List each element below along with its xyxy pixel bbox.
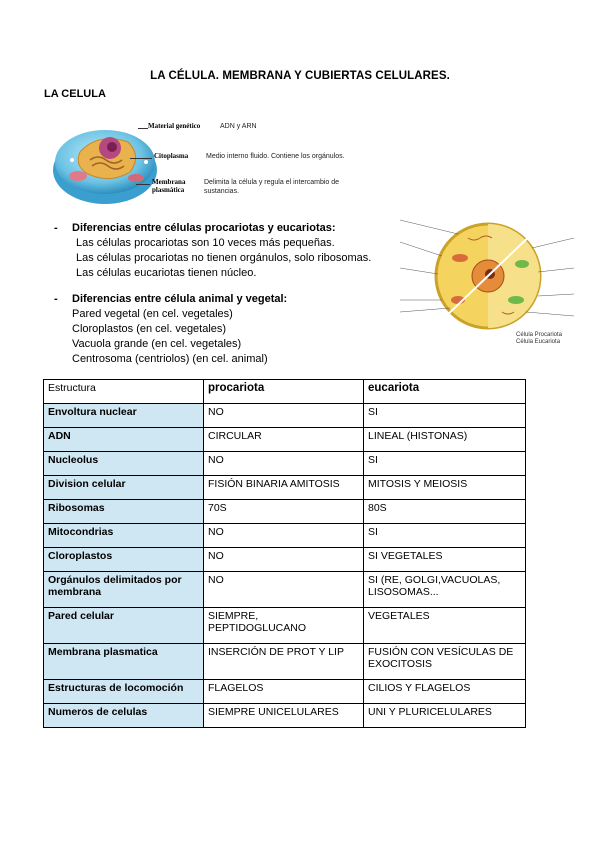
table-cell: 80S xyxy=(364,500,526,524)
section-subtitle: LA CELULA xyxy=(44,88,106,100)
table-cell: MITOSIS Y MEIOSIS xyxy=(364,476,526,500)
legend-term-membrane: Membrana plasmática xyxy=(152,178,186,194)
table-cell: SI xyxy=(364,452,526,476)
table-row xyxy=(44,572,526,608)
cell-comparison-illustration xyxy=(398,208,574,350)
table-row xyxy=(44,680,526,704)
section-heading: Diferencias entre célula animal y vegetal: xyxy=(72,293,288,305)
legend-desc-genetic: ADN y ARN xyxy=(220,123,257,130)
table-cell: NO xyxy=(204,548,364,572)
section-animal-plant xyxy=(54,292,287,367)
table-cell: SI xyxy=(364,524,526,548)
row-header: Division celular xyxy=(44,476,204,500)
column-header: eucariota xyxy=(364,380,526,404)
table-cell: VEGETALES xyxy=(364,608,526,644)
table-cell: SIEMPRE, PEPTIDOGLUCANO xyxy=(204,608,364,644)
figure-caption: Célula Procariota xyxy=(516,332,563,338)
row-header: Nucleolus xyxy=(44,452,204,476)
row-header: Cloroplastos xyxy=(44,548,204,572)
column-header: procariota xyxy=(204,380,364,404)
bullet-dash: - xyxy=(54,222,58,234)
list-item: Centrosoma (centriolos) (en cel. animal) xyxy=(72,353,268,365)
cell-diagram-icon xyxy=(50,112,160,208)
table-cell: NO xyxy=(204,452,364,476)
table-cell: FUSIÓN CON VESÍCULAS DE EXOCITOSIS xyxy=(364,644,526,680)
column-header: Estructura xyxy=(44,380,204,404)
table-cell: 70S xyxy=(204,500,364,524)
row-header: Mitocondrias xyxy=(44,524,204,548)
list-item: Cloroplastos (en cel. vegetales) xyxy=(72,323,227,335)
cell-illustration xyxy=(50,112,360,208)
table-cell: CIRCULAR xyxy=(204,428,364,452)
table-cell: SI VEGETALES xyxy=(364,548,526,572)
table-cell: INSERCIÓN DE PROT Y LIP xyxy=(204,644,364,680)
table-cell: FLAGELOS xyxy=(204,680,364,704)
row-header: Pared celular xyxy=(44,608,204,644)
list-item: Pared vegetal (en cel. vegetales) xyxy=(72,308,233,320)
row-header: Numeros de celulas xyxy=(44,704,204,728)
list-item: Las células procariotas no tienen orgánulos, solo ribosomas. xyxy=(76,252,372,264)
table-cell: SI xyxy=(364,404,526,428)
legend-desc-membrane: Delimita la célula y regula el intercambio de sustancias. xyxy=(204,179,340,195)
animal-plant-cell-icon xyxy=(398,208,574,350)
table-cell: CILIOS Y FLAGELOS xyxy=(364,680,526,704)
legend-desc-cytoplasm: Medio interno fluido. Contiene los orgánulos. xyxy=(206,153,345,160)
table-cell: NO xyxy=(204,572,364,608)
table-cell: NO xyxy=(204,524,364,548)
legend-term-genetic: Material genético xyxy=(148,122,201,130)
table-cell: NO xyxy=(204,404,364,428)
table-row xyxy=(44,704,526,728)
row-header: Orgánulos delimitados por membrana xyxy=(44,572,204,608)
page-title: LA CÉLULA. MEMBRANA Y CUBIERTAS CELULARES. xyxy=(150,70,450,82)
table-row xyxy=(44,500,526,524)
table-cell: FISIÓN BINARIA AMITOSIS xyxy=(204,476,364,500)
table-cell: SI (RE, GOLGI,VACUOLAS, LISOSOMAS... xyxy=(364,572,526,608)
table-row xyxy=(44,608,526,644)
comparison-table xyxy=(43,379,526,728)
legend-term-cytoplasm: Citoplasma xyxy=(154,152,189,160)
row-header: ADN xyxy=(44,428,204,452)
bullet-dash: - xyxy=(54,293,58,305)
row-header: Envoltura nuclear xyxy=(44,404,204,428)
table-row xyxy=(44,404,526,428)
table-row xyxy=(44,524,526,548)
table-row xyxy=(44,428,526,452)
table-row xyxy=(44,476,526,500)
list-item: Las células eucariotas tienen núcleo. xyxy=(76,267,257,279)
row-header: Membrana plasmatica xyxy=(44,644,204,680)
table-cell: SIEMPRE UNICELULARES xyxy=(204,704,364,728)
table-row xyxy=(44,452,526,476)
table-cell: UNI Y PLURICELULARES xyxy=(364,704,526,728)
section-prokaryote-eukaryote xyxy=(54,221,371,281)
table-row xyxy=(44,548,526,572)
row-header: Estructuras de locomoción xyxy=(44,680,204,704)
section-heading: Diferencias entre células procariotas y eucariotas: xyxy=(72,222,336,234)
table-header-row xyxy=(44,380,526,404)
table-row xyxy=(44,644,526,680)
row-header: Ribosomas xyxy=(44,500,204,524)
list-item: Vacuola grande (en cel. vegetales) xyxy=(72,338,242,350)
table-cell: LINEAL (HISTONAS) xyxy=(364,428,526,452)
list-item: Las células procariotas son 10 veces más pequeñas. xyxy=(76,237,335,249)
figure-caption: Célula Eucariota xyxy=(516,339,561,345)
